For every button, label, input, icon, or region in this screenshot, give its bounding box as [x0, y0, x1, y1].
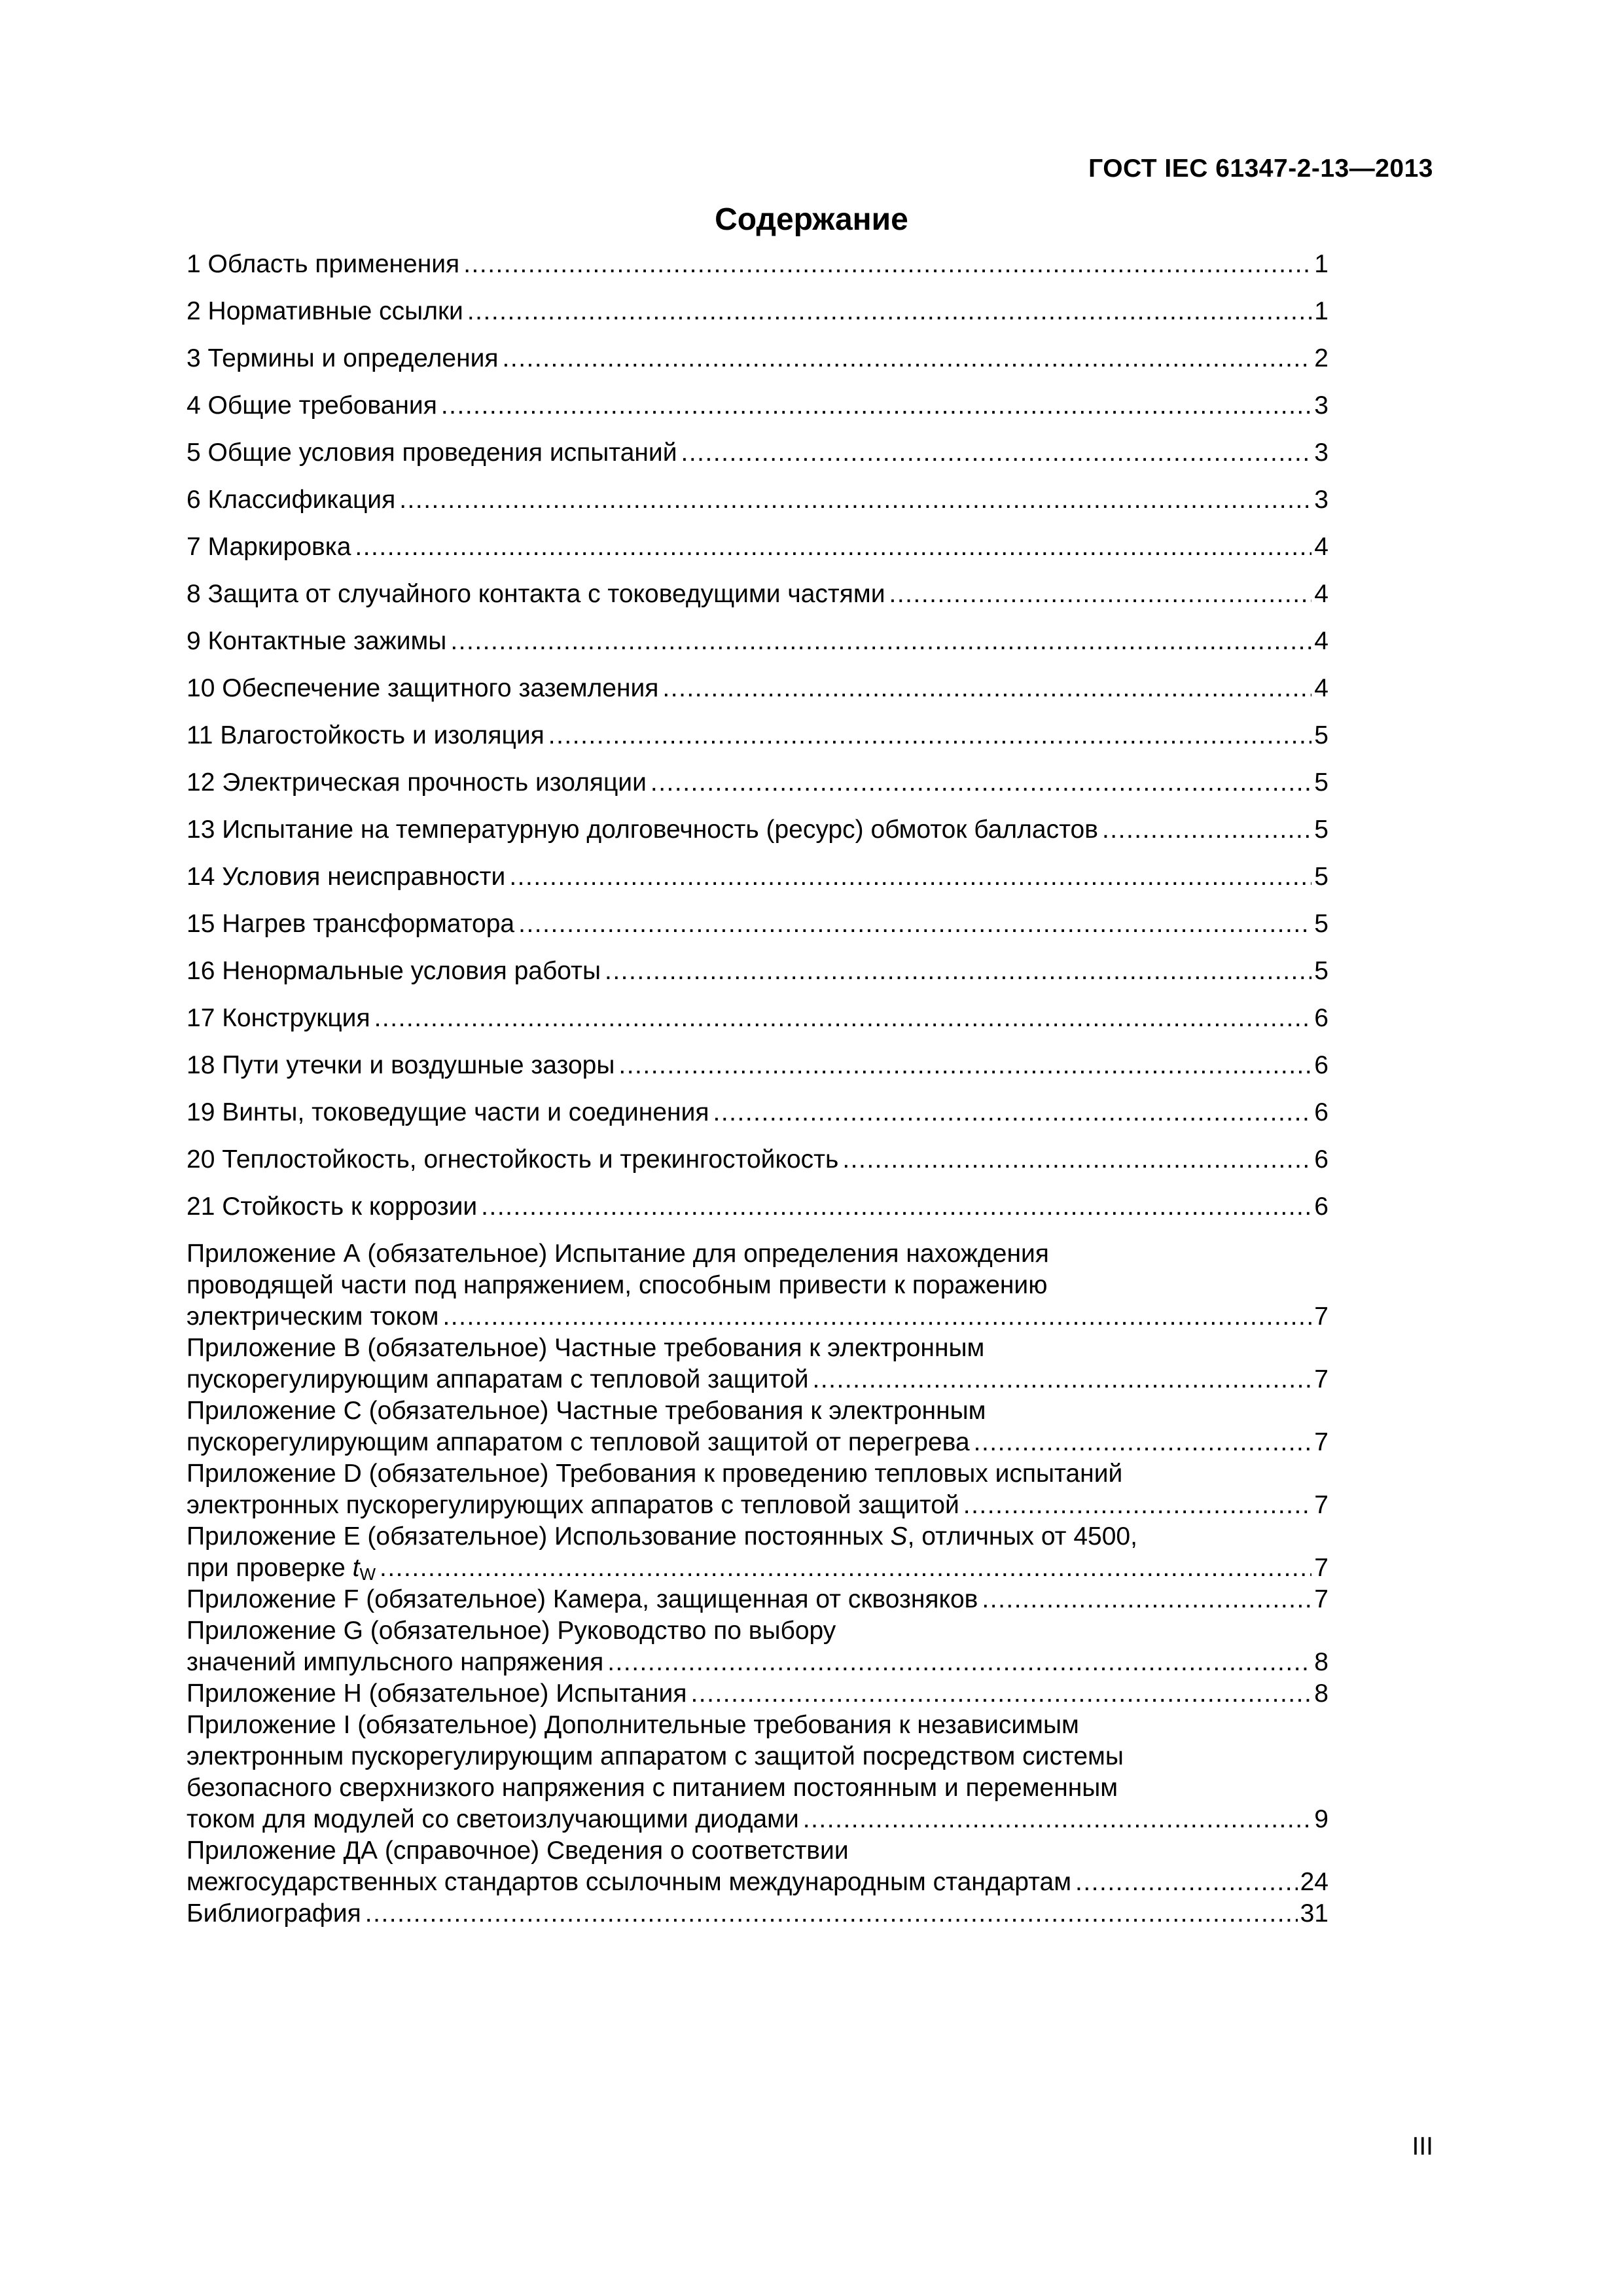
toc-entry-page: 7: [1311, 1490, 1329, 1521]
variable-t: t: [352, 1554, 360, 1582]
annex-f-line-1: Приложение F (обязательное) Камера, защищенная от сквозняков: [187, 1584, 982, 1615]
toc-entry-page: 1: [1311, 296, 1329, 327]
variable-t-subscript: W: [359, 1564, 376, 1584]
toc-entry[interactable]: [187, 296, 1329, 327]
annex-a-line-3: электрическим током: [187, 1301, 442, 1333]
annex-b-line-1[interactable]: Приложение В (обязательное) Частные требования к электронным: [187, 1334, 985, 1362]
annex-da-line-1[interactable]: Приложение ДА (справочное) Сведения о соответствии: [187, 1837, 849, 1865]
toc-entry[interactable]: [187, 1050, 1329, 1081]
toc-entry-title: 11 Влагостойкость и изоляция: [187, 720, 548, 751]
annex-g-entry[interactable]: [187, 1647, 1329, 1678]
toc-entry-title: 10 Обеспечение защитного заземления: [187, 673, 662, 704]
annex-a-line-2[interactable]: проводящей части под напряжением, способным привести к поражению: [187, 1271, 1048, 1299]
bibliography-title: Библиография: [187, 1898, 365, 1929]
toc-entry[interactable]: [187, 249, 1329, 280]
toc-entry-page: 6: [1311, 1003, 1329, 1034]
toc-entry-title: 9 Контактные зажимы: [187, 626, 450, 657]
annex-h-entry[interactable]: [187, 1678, 1329, 1710]
toc-entry-page: 6: [1311, 1191, 1329, 1223]
toc-entry-page: 5: [1311, 908, 1329, 940]
toc-entry-page: 5: [1311, 861, 1329, 893]
annex-i-line-2[interactable]: электронным пускорегулирующим аппаратом с защитой посредством системы: [187, 1742, 1124, 1770]
annex-h-line-1: Приложение Н (обязательное) Испытания: [187, 1678, 690, 1710]
toc-entry-title: 1 Область применения: [187, 249, 463, 280]
toc-entry-title: 3 Термины и определения: [187, 343, 503, 374]
toc-entry-title: 20 Теплостойкость, огнестойкость и трекингостойкость: [187, 1144, 842, 1175]
annex-da-entry[interactable]: [187, 1867, 1329, 1898]
toc-entry-page: 5: [1311, 814, 1329, 846]
toc-entry-page: 8: [1311, 1647, 1329, 1678]
toc-entry[interactable]: [187, 1097, 1329, 1128]
variable-s: S: [890, 1522, 908, 1551]
annex-i-line-4: током для модулей со светоизлучающими диодами: [187, 1804, 803, 1835]
toc-entry-page: 3: [1311, 437, 1329, 469]
toc-entry[interactable]: [187, 390, 1329, 422]
annex-d-line-1[interactable]: Приложение D (обязательное) Требования к проведению тепловых испытаний: [187, 1460, 1123, 1488]
toc-entry[interactable]: [187, 626, 1329, 657]
toc-entry-title: 14 Условия неисправности: [187, 861, 509, 893]
toc-entry[interactable]: [187, 531, 1329, 563]
toc-entry-page: 6: [1311, 1097, 1329, 1128]
toc-entry-page: 5: [1311, 956, 1329, 987]
toc-entry-page: 4: [1311, 626, 1329, 657]
toc-entry-title: 18 Пути утечки и воздушные зазоры: [187, 1050, 618, 1081]
bibliography-entry[interactable]: [187, 1898, 1329, 1929]
toc-entry-page: 24: [1298, 1867, 1329, 1898]
toc-entry-title: 6 Классификация: [187, 484, 399, 516]
toc-entry-page: 5: [1311, 720, 1329, 751]
annex-c-entry[interactable]: [187, 1427, 1329, 1458]
annex-d-line-2: электронных пускорегулирующих аппаратов с тепловой защитой: [187, 1490, 963, 1521]
toc-entry-title: 12 Электрическая прочность изоляции: [187, 767, 651, 798]
annex-c-line-2: пускорегулирующим аппаратом с тепловой защитой от перегрева: [187, 1427, 974, 1458]
toc-entry[interactable]: [187, 1003, 1329, 1034]
toc-entry[interactable]: [187, 767, 1329, 798]
annex-g-line-2: значений импульсного напряжения: [187, 1647, 607, 1678]
annex-da-line-2: межгосударственных стандартов ссылочным международным стандартам: [187, 1867, 1075, 1898]
toc-entry-page: 2: [1311, 343, 1329, 374]
toc-entry-title: 4 Общие требования: [187, 390, 441, 422]
toc-entry-page: 3: [1311, 390, 1329, 422]
annex-b-line-2: пускорегулирующим аппаратам с тепловой защитой: [187, 1364, 812, 1395]
annex-a-line-1[interactable]: Приложение А (обязательное) Испытание для определения нахождения: [187, 1240, 1049, 1268]
toc-entry[interactable]: [187, 1191, 1329, 1223]
page-number: III: [1412, 2132, 1433, 2161]
toc-entry-title: 8 Защита от случайного контакта с токоведущими частями: [187, 579, 889, 610]
toc-entry[interactable]: [187, 484, 1329, 516]
toc-entry-title: 16 Ненормальные условия работы: [187, 956, 605, 987]
annex-i-line-1[interactable]: Приложение I (обязательное) Дополнительные требования к независимым: [187, 1711, 1079, 1739]
toc-title: Содержание: [715, 202, 908, 237]
toc-entry-page: 6: [1311, 1144, 1329, 1175]
toc-entry-page: 4: [1311, 531, 1329, 563]
toc-entry[interactable]: [187, 343, 1329, 374]
annex-e-line-2: при проверке $t_W$: [187, 1552, 380, 1590]
toc-entry-page: 5: [1311, 767, 1329, 798]
toc-entry-page: 1: [1311, 249, 1329, 280]
toc-entry-title: 21 Стойкость к коррозии: [187, 1191, 481, 1223]
toc-entry-page: 4: [1311, 673, 1329, 704]
document-code: ГОСТ IEC 61347-2-13—2013: [1088, 154, 1433, 183]
toc-entry-page: 7: [1311, 1584, 1329, 1615]
annex-g-line-1[interactable]: Приложение G (обязательное) Руководство по выбору: [187, 1617, 836, 1645]
toc-entry[interactable]: [187, 673, 1329, 704]
toc-entry[interactable]: [187, 579, 1329, 610]
toc-entry[interactable]: [187, 1144, 1329, 1175]
toc-entry-title: 17 Конструкция: [187, 1003, 374, 1034]
toc-entry[interactable]: [187, 956, 1329, 987]
annex-i-entry[interactable]: [187, 1804, 1329, 1835]
toc-entry-page: 7: [1311, 1427, 1329, 1458]
toc-entry-page: 6: [1311, 1050, 1329, 1081]
toc-entry-page: 7: [1311, 1364, 1329, 1395]
toc-entry-page: 9: [1311, 1804, 1329, 1835]
toc-entry-page: 3: [1311, 484, 1329, 516]
toc-entry-page: 7: [1311, 1552, 1329, 1584]
toc-entry-page: 31: [1298, 1898, 1329, 1929]
toc-entry[interactable]: [187, 814, 1329, 846]
toc-entry-title: 7 Маркировка: [187, 531, 355, 563]
toc-entry[interactable]: [187, 861, 1329, 893]
toc-entry-page: 4: [1311, 579, 1329, 610]
annex-e-line-1[interactable]: Приложение Е (обязательное) Использование постоянных S, отличных от 4500,: [187, 1522, 1137, 1551]
annex-c-line-1[interactable]: Приложение С (обязательное) Частные требования к электронным: [187, 1397, 986, 1425]
toc-entry-title: 15 Нагрев трансформатора: [187, 908, 518, 940]
toc-entry[interactable]: [187, 437, 1329, 469]
toc-entry-page: 8: [1311, 1678, 1329, 1710]
toc-entry-title: 5 Общие условия проведения испытаний: [187, 437, 681, 469]
toc-entry-title: 13 Испытание на температурную долговечность (ресурс) обмоток балластов: [187, 814, 1102, 846]
toc-entry-title: 19 Винты, токоведущие части и соединения: [187, 1097, 713, 1128]
annex-b-entry[interactable]: [187, 1364, 1329, 1395]
annex-f-entry[interactable]: [187, 1584, 1329, 1615]
toc-entry-title: 2 Нормативные ссылки: [187, 296, 467, 327]
annex-d-entry[interactable]: [187, 1490, 1329, 1521]
toc-entry-page: 7: [1311, 1301, 1329, 1333]
annex-a-entry[interactable]: [187, 1301, 1329, 1333]
annex-i-line-3[interactable]: безопасного сверхнизкого напряжения с питанием постоянным и переменным: [187, 1774, 1118, 1802]
toc-entry[interactable]: [187, 720, 1329, 751]
toc-entry[interactable]: [187, 908, 1329, 940]
